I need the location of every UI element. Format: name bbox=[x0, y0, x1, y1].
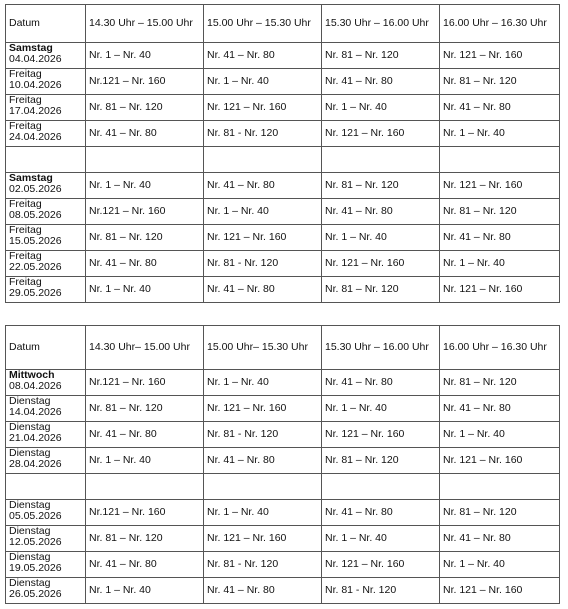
weekday-label: Dienstag bbox=[9, 395, 51, 407]
weekday-label: Freitag bbox=[9, 198, 42, 210]
slot-cell: Nr. 1 – Nr. 40 bbox=[86, 448, 204, 474]
date-cell bbox=[6, 95, 86, 121]
header-date: Datum bbox=[6, 326, 86, 370]
date-label: 17.04.2026 bbox=[9, 105, 62, 117]
weekday-label: Freitag bbox=[9, 120, 42, 132]
header-timeslot: 14.30 Uhr – 15.00 Uhr bbox=[86, 5, 204, 43]
date-label: 08.05.2026 bbox=[9, 209, 62, 221]
date-cell bbox=[6, 526, 86, 552]
empty-cell bbox=[322, 474, 440, 500]
slot-cell: Nr. 41 – Nr. 80 bbox=[86, 422, 204, 448]
slot-cell: Nr. 121 – Nr. 160 bbox=[440, 43, 560, 69]
table-row bbox=[6, 199, 560, 225]
date-cell bbox=[6, 225, 86, 251]
header-timeslot: 15.00 Uhr– 15.30 Uhr bbox=[204, 326, 322, 370]
date-label: 26.05.2026 bbox=[9, 588, 62, 600]
spacer-row bbox=[6, 474, 560, 500]
date-label: 22.05.2026 bbox=[9, 261, 62, 273]
slot-cell: Nr. 81 – Nr. 120 bbox=[86, 526, 204, 552]
date-cell bbox=[6, 500, 86, 526]
date-label: 24.04.2026 bbox=[9, 131, 62, 143]
table-row bbox=[6, 95, 560, 121]
slot-cell: Nr.121 – Nr. 160 bbox=[86, 500, 204, 526]
slot-cell: Nr. 81 - Nr. 120 bbox=[204, 251, 322, 277]
weekday-label: Freitag bbox=[9, 68, 42, 80]
date-cell bbox=[6, 173, 86, 199]
weekday-label: Freitag bbox=[9, 276, 42, 288]
date-cell bbox=[6, 422, 86, 448]
slot-cell: Nr. 1 – Nr. 40 bbox=[322, 526, 440, 552]
slot-cell: Nr. 41 – Nr. 80 bbox=[204, 277, 322, 303]
slot-cell: Nr. 81 - Nr. 120 bbox=[204, 121, 322, 147]
slot-cell: Nr. 81 – Nr. 120 bbox=[440, 500, 560, 526]
slot-cell: Nr. 121 – Nr. 160 bbox=[440, 448, 560, 474]
weekday-label: Freitag bbox=[9, 94, 42, 106]
date-label: 08.04.2026 bbox=[9, 380, 62, 392]
slot-cell: Nr. 81 – Nr. 120 bbox=[440, 69, 560, 95]
slot-cell: Nr. 1 – Nr. 40 bbox=[86, 578, 204, 604]
slot-cell: Nr. 121 – Nr. 160 bbox=[440, 173, 560, 199]
slot-cell: Nr. 1 – Nr. 40 bbox=[86, 43, 204, 69]
table-row bbox=[6, 552, 560, 578]
slot-cell: Nr. 41 – Nr. 80 bbox=[204, 448, 322, 474]
date-cell bbox=[6, 552, 86, 578]
slot-cell: Nr. 81 – Nr. 120 bbox=[86, 396, 204, 422]
slot-cell: Nr. 81 – Nr. 120 bbox=[322, 277, 440, 303]
slot-cell: Nr. 121 – Nr. 160 bbox=[440, 277, 560, 303]
slot-cell: Nr. 1 – Nr. 40 bbox=[440, 552, 560, 578]
slot-cell: Nr. 1 – Nr. 40 bbox=[440, 121, 560, 147]
table-row bbox=[6, 578, 560, 604]
slot-cell: Nr. 41 – Nr. 80 bbox=[86, 552, 204, 578]
date-label: 19.05.2026 bbox=[9, 562, 62, 574]
slot-cell: Nr. 41 – Nr. 80 bbox=[322, 370, 440, 396]
table-row bbox=[6, 448, 560, 474]
empty-cell bbox=[86, 147, 204, 173]
slot-cell: Nr. 81 - Nr. 120 bbox=[322, 578, 440, 604]
date-label: 12.05.2026 bbox=[9, 536, 62, 548]
slot-cell: Nr. 121 – Nr. 160 bbox=[440, 578, 560, 604]
slot-cell: Nr. 121 – Nr. 160 bbox=[322, 251, 440, 277]
slot-cell: Nr.121 – Nr. 160 bbox=[86, 69, 204, 95]
slot-cell: Nr. 1 – Nr. 40 bbox=[86, 277, 204, 303]
table-row bbox=[6, 526, 560, 552]
table-row bbox=[6, 422, 560, 448]
date-cell bbox=[6, 199, 86, 225]
slot-cell: Nr. 81 – Nr. 120 bbox=[440, 199, 560, 225]
weekday-label: Dienstag bbox=[9, 577, 51, 589]
slot-cell: Nr. 41 – Nr. 80 bbox=[440, 95, 560, 121]
slot-cell: Nr. 81 – Nr. 120 bbox=[86, 225, 204, 251]
slot-cell: Nr. 81 – Nr. 120 bbox=[86, 95, 204, 121]
slot-cell: Nr. 81 - Nr. 120 bbox=[204, 552, 322, 578]
date-cell bbox=[6, 69, 86, 95]
table-row bbox=[6, 370, 560, 396]
header-date: Datum bbox=[6, 5, 86, 43]
slot-cell: Nr. 121 – Nr. 160 bbox=[204, 526, 322, 552]
slot-cell: Nr. 121 – Nr. 160 bbox=[204, 396, 322, 422]
empty-cell bbox=[6, 147, 86, 173]
date-label: 29.05.2026 bbox=[9, 287, 62, 299]
weekday-label: Freitag bbox=[9, 224, 42, 236]
slot-cell: Nr. 1 – Nr. 40 bbox=[86, 173, 204, 199]
slot-cell: Nr. 41 – Nr. 80 bbox=[204, 173, 322, 199]
slot-cell: Nr. 1 – Nr. 40 bbox=[440, 422, 560, 448]
slot-cell: Nr. 81 – Nr. 120 bbox=[440, 370, 560, 396]
slot-cell: Nr. 1 – Nr. 40 bbox=[204, 69, 322, 95]
weekday-label: Dienstag bbox=[9, 525, 51, 537]
weekday-label: Mittwoch bbox=[9, 369, 55, 381]
slot-cell: Nr. 41 – Nr. 80 bbox=[440, 396, 560, 422]
date-label: 14.04.2026 bbox=[9, 406, 62, 418]
empty-cell bbox=[204, 147, 322, 173]
slot-cell: Nr. 41 – Nr. 80 bbox=[204, 43, 322, 69]
header-timeslot: 15.30 Uhr – 16.00 Uhr bbox=[322, 5, 440, 43]
date-label: 02.05.2026 bbox=[9, 183, 62, 195]
empty-cell bbox=[322, 147, 440, 173]
date-label: 04.04.2026 bbox=[9, 53, 62, 65]
slot-cell: Nr. 121 – Nr. 160 bbox=[322, 121, 440, 147]
slot-cell: Nr. 1 – Nr. 40 bbox=[204, 370, 322, 396]
date-label: 21.04.2026 bbox=[9, 432, 62, 444]
date-cell bbox=[6, 396, 86, 422]
slot-cell: Nr. 121 – Nr. 160 bbox=[322, 552, 440, 578]
weekday-label: Dienstag bbox=[9, 447, 51, 459]
slot-cell: Nr. 41 – Nr. 80 bbox=[440, 526, 560, 552]
table-row bbox=[6, 173, 560, 199]
weekday-label: Dienstag bbox=[9, 499, 51, 511]
schedule-table-2 bbox=[5, 325, 560, 604]
header-timeslot: 14.30 Uhr– 15.00 Uhr bbox=[86, 326, 204, 370]
slot-cell: Nr. 81 - Nr. 120 bbox=[204, 422, 322, 448]
table-row bbox=[6, 251, 560, 277]
date-label: 05.05.2026 bbox=[9, 510, 62, 522]
header-timeslot: 15.30 Uhr – 16.00 Uhr bbox=[322, 326, 440, 370]
table-row bbox=[6, 69, 560, 95]
date-label: 10.04.2026 bbox=[9, 79, 62, 91]
empty-cell bbox=[440, 474, 560, 500]
slot-cell: Nr. 41 – Nr. 80 bbox=[440, 225, 560, 251]
table-row bbox=[6, 500, 560, 526]
slot-cell: Nr. 81 – Nr. 120 bbox=[322, 43, 440, 69]
slot-cell: Nr.121 – Nr. 160 bbox=[86, 370, 204, 396]
slot-cell: Nr. 41 – Nr. 80 bbox=[86, 251, 204, 277]
table-row bbox=[6, 43, 560, 69]
slot-cell: Nr. 81 – Nr. 120 bbox=[322, 173, 440, 199]
date-cell bbox=[6, 578, 86, 604]
header-timeslot: 15.00 Uhr – 15.30 Uhr bbox=[204, 5, 322, 43]
slot-cell: Nr. 1 – Nr. 40 bbox=[204, 500, 322, 526]
empty-cell bbox=[6, 474, 86, 500]
weekday-label: Samstag bbox=[9, 42, 53, 54]
slot-cell: Nr. 41 – Nr. 80 bbox=[322, 69, 440, 95]
slot-cell: Nr. 121 – Nr. 160 bbox=[322, 422, 440, 448]
spacer-row bbox=[6, 147, 560, 173]
date-cell bbox=[6, 43, 86, 69]
weekday-label: Freitag bbox=[9, 250, 42, 262]
schedule-table-1 bbox=[5, 4, 560, 303]
slot-cell: Nr. 121 – Nr. 160 bbox=[204, 95, 322, 121]
slot-cell: Nr. 81 – Nr. 120 bbox=[322, 448, 440, 474]
slot-cell: Nr. 41 – Nr. 80 bbox=[322, 199, 440, 225]
slot-cell: Nr.121 – Nr. 160 bbox=[86, 199, 204, 225]
table-row bbox=[6, 225, 560, 251]
slot-cell: Nr. 1 – Nr. 40 bbox=[204, 199, 322, 225]
weekday-label: Dienstag bbox=[9, 421, 51, 433]
slot-cell: Nr. 1 – Nr. 40 bbox=[440, 251, 560, 277]
header-row bbox=[6, 5, 560, 43]
weekday-label: Dienstag bbox=[9, 551, 51, 563]
date-cell bbox=[6, 448, 86, 474]
table-row bbox=[6, 121, 560, 147]
slot-cell: Nr. 41 – Nr. 80 bbox=[204, 578, 322, 604]
date-label: 15.05.2026 bbox=[9, 235, 62, 247]
date-label: 28.04.2026 bbox=[9, 458, 62, 470]
slot-cell: Nr. 41 – Nr. 80 bbox=[322, 500, 440, 526]
slot-cell: Nr. 1 – Nr. 40 bbox=[322, 225, 440, 251]
slot-cell: Nr. 1 – Nr. 40 bbox=[322, 95, 440, 121]
empty-cell bbox=[440, 147, 560, 173]
header-timeslot: 16.00 Uhr – 16.30 Uhr bbox=[440, 5, 560, 43]
date-cell bbox=[6, 370, 86, 396]
date-cell bbox=[6, 277, 86, 303]
slot-cell: Nr. 121 – Nr. 160 bbox=[204, 225, 322, 251]
slot-cell: Nr. 1 – Nr. 40 bbox=[322, 396, 440, 422]
empty-cell bbox=[86, 474, 204, 500]
date-cell bbox=[6, 251, 86, 277]
header-timeslot: 16.00 Uhr – 16.30 Uhr bbox=[440, 326, 560, 370]
header-row bbox=[6, 326, 560, 370]
table-row bbox=[6, 277, 560, 303]
date-cell bbox=[6, 121, 86, 147]
empty-cell bbox=[204, 474, 322, 500]
table-row bbox=[6, 396, 560, 422]
slot-cell: Nr. 41 – Nr. 80 bbox=[86, 121, 204, 147]
weekday-label: Samstag bbox=[9, 172, 53, 184]
